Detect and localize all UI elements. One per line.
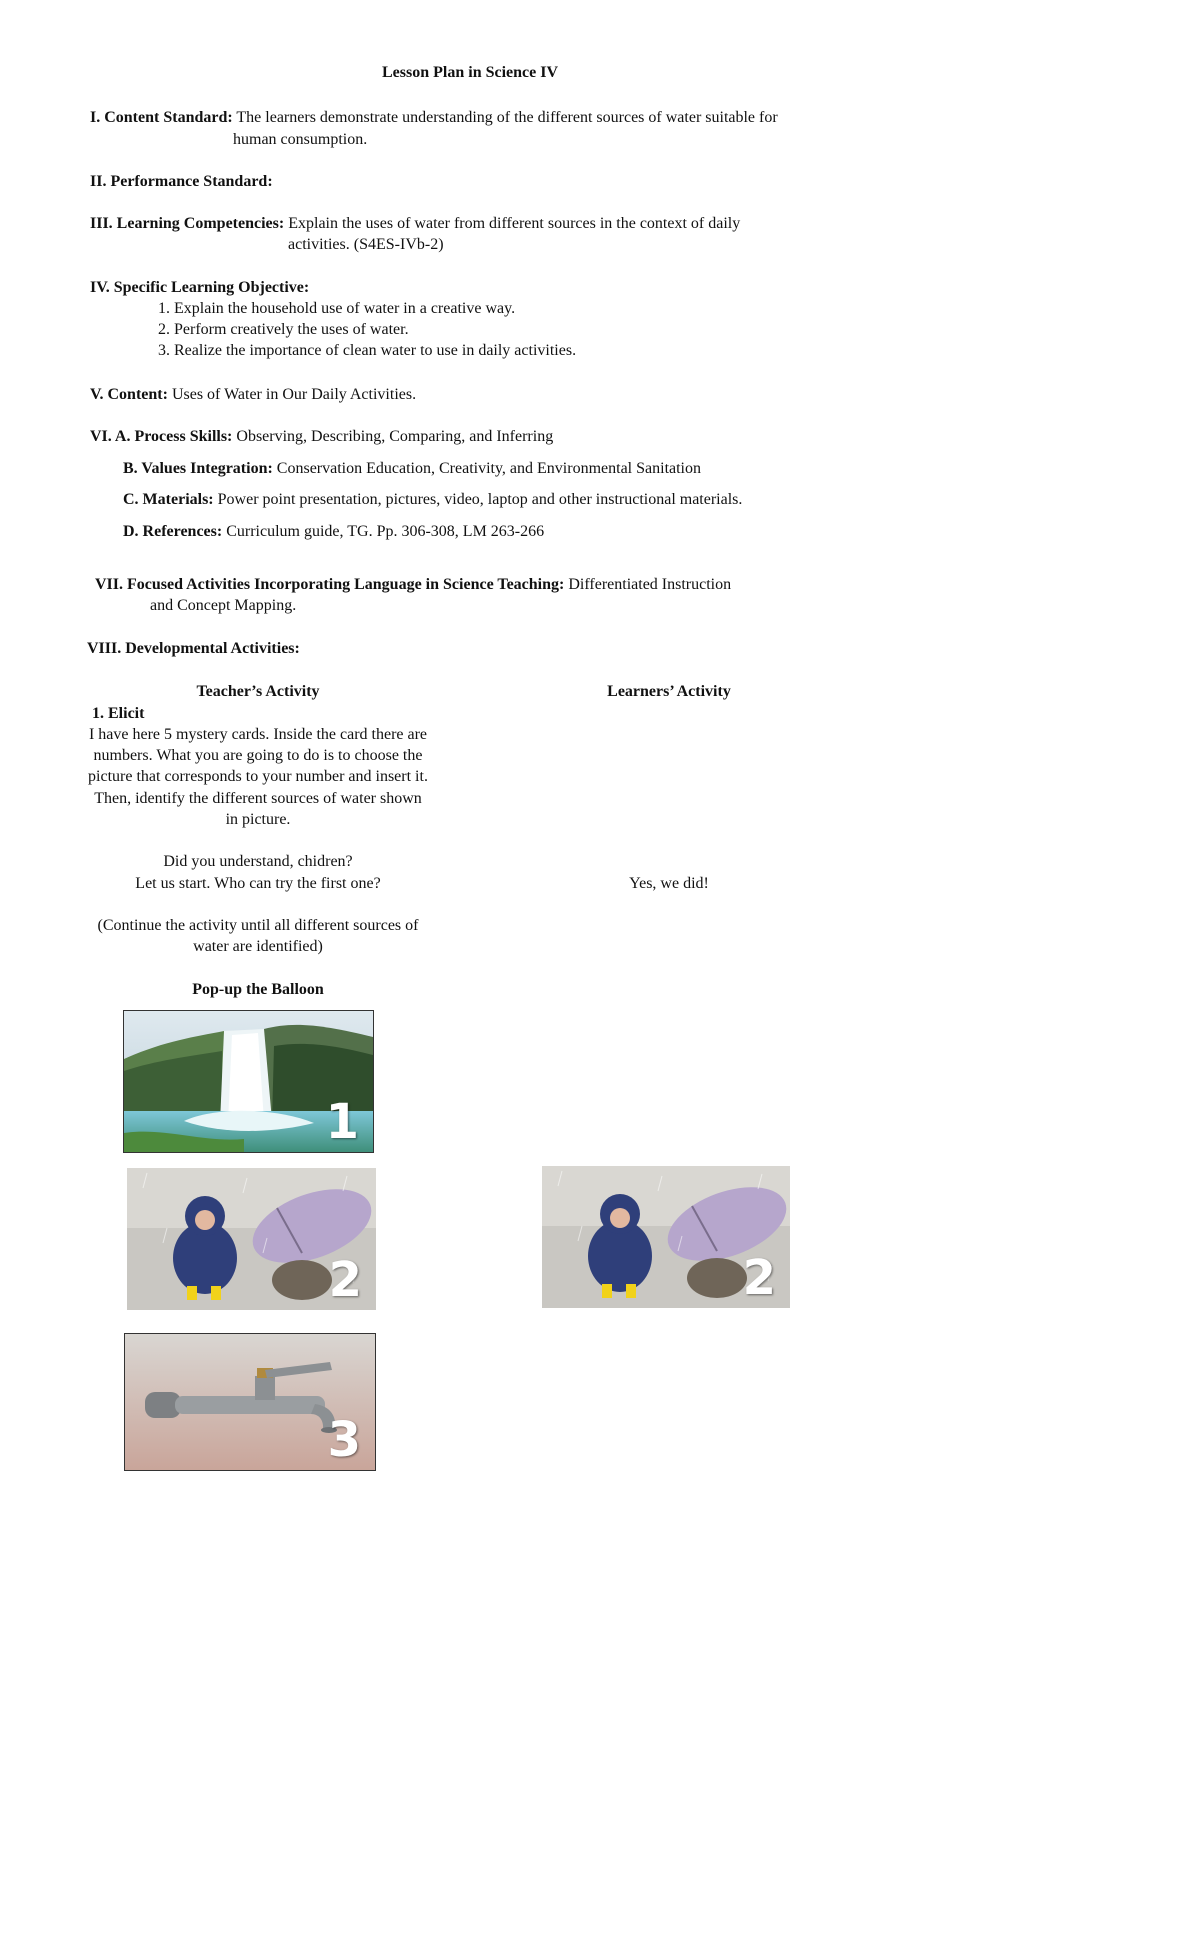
- learning-competencies-text: Explain the uses of water from different sources in the context of daily: [288, 215, 741, 232]
- objective-item: 2. Perform creatively the uses of water.: [158, 321, 409, 338]
- learning-competencies-text-cont: activities. (S4ES-IVb-2): [288, 236, 444, 253]
- objectives-label: IV. Specific Learning Objective:: [90, 279, 310, 296]
- elicit-question: Did you understand, chidren?: [163, 853, 353, 870]
- elicit-continue: (Continue the activity until all different sources of: [97, 917, 419, 934]
- references-text: Curriculum guide, TG. Pp. 306-308, LM 263-266: [226, 523, 545, 540]
- elicit-line: Then, identify the different sources of water shown: [94, 790, 422, 807]
- picture-number: 1: [325, 1094, 359, 1150]
- values-integration: [123, 458, 701, 479]
- content-label: V. Content:: [90, 386, 168, 403]
- process-skills-text: Observing, Describing, Comparing, and Inferring: [236, 428, 554, 445]
- objective-item: 3. Realize the importance of clean water to use in daily activities.: [158, 342, 577, 359]
- content-text: Uses of Water in Our Daily Activities.: [171, 386, 417, 403]
- focused-activities-text-cont: and Concept Mapping.: [150, 597, 297, 614]
- elicit-line: I have here 5 mystery cards. Inside the card there are: [88, 726, 428, 743]
- learning-competencies-label: III. Learning Competencies:: [90, 215, 285, 232]
- objective-item: 1. Explain the household use of water in a creative way.: [158, 300, 516, 317]
- content-section: [90, 384, 416, 405]
- content-standard-text: The learners demonstrate understanding of the different sources of water suitable for: [236, 109, 778, 126]
- elicit-continue: water are identified): [193, 938, 323, 955]
- materials-text: Power point presentation, pictures, video, laptop and other instructional materials.: [217, 491, 743, 508]
- rain-picture: [127, 1168, 376, 1310]
- content-standard-label: I. Content Standard:: [90, 109, 233, 126]
- focused-activities-text: Differentiated Instruction: [568, 576, 732, 593]
- process-skills: [90, 426, 553, 447]
- focused-activities-label: VII. Focused Activities Incorporating Language in Science Teaching:: [95, 576, 565, 593]
- focused-activities: [95, 574, 731, 595]
- picture-number: 2: [328, 1252, 362, 1308]
- learning-competencies: [90, 213, 740, 234]
- faucet-picture: [124, 1333, 376, 1471]
- page-title: Lesson Plan in Science IV: [382, 64, 559, 81]
- materials: [123, 489, 742, 510]
- references-label: D. References:: [123, 523, 223, 540]
- elicit-line: numbers. What you are going to do is to choose the: [93, 747, 423, 764]
- learner-response: Yes, we did!: [629, 875, 709, 892]
- picture-number: 2: [742, 1250, 776, 1306]
- references: [123, 521, 544, 542]
- materials-label: C. Materials:: [123, 491, 214, 508]
- elicit-start: Let us start. Who can try the first one?: [135, 875, 381, 892]
- developmental-label: VIII. Developmental Activities:: [87, 640, 300, 657]
- waterfall-picture: [123, 1010, 374, 1153]
- content-standard: [90, 107, 778, 128]
- rain-picture-learner: [542, 1166, 790, 1308]
- elicit-line: in picture.: [225, 811, 291, 828]
- values-integration-text: Conservation Education, Creativity, and Environmental Sanitation: [276, 460, 701, 477]
- values-integration-label: B. Values Integration:: [123, 460, 273, 477]
- elicit-line: picture that corresponds to your number and insert it.: [88, 768, 428, 785]
- teacher-column-header: Teacher’s Activity: [196, 683, 320, 700]
- process-skills-label: VI. A. Process Skills:: [90, 428, 233, 445]
- activity-title: Pop-up the Balloon: [192, 981, 324, 998]
- content-standard-text-cont: human consumption.: [233, 131, 368, 148]
- learners-column-header: Learners’ Activity: [607, 683, 731, 700]
- picture-number: 3: [327, 1412, 361, 1468]
- performance-standard-label: II. Performance Standard:: [90, 173, 273, 190]
- elicit-heading: 1. Elicit: [92, 705, 145, 722]
